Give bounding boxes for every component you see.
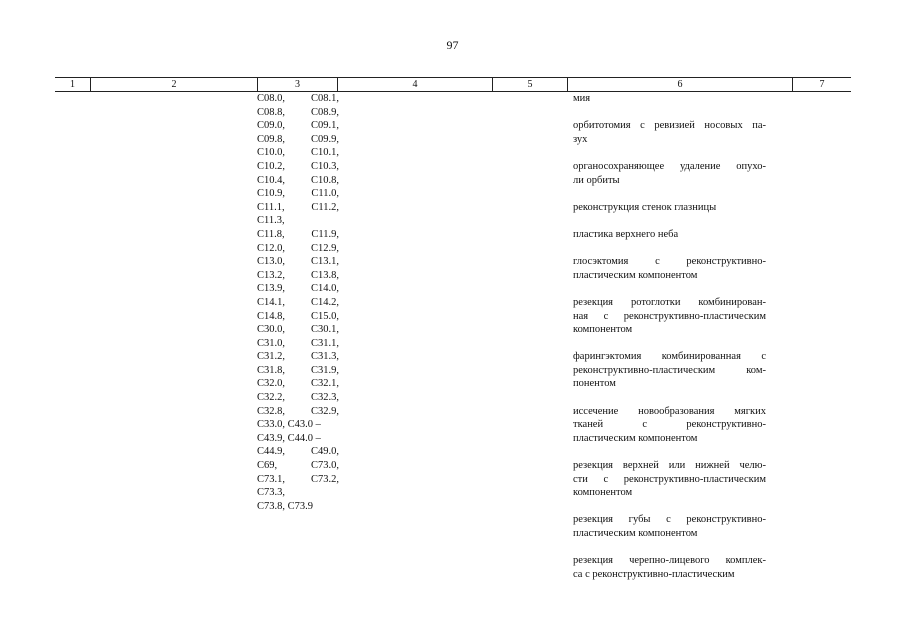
diagnosis-code-line: C09.0, C09.1,	[257, 120, 339, 132]
procedure-item	[573, 119, 766, 146]
diagnosis-code-line: C44.9, C49.0,	[257, 446, 339, 458]
diagnosis-code-line: C14.8, C15.0,	[257, 310, 339, 322]
procedure-item	[573, 228, 766, 242]
diagnosis-code-line: C31.8, C31.9,	[257, 364, 339, 376]
diagnosis-code-line: C31.2, C31.3,	[257, 351, 339, 363]
header-col-3: 3	[257, 78, 337, 91]
procedure-line: резекция черепно-лицевого комплек-	[573, 555, 766, 567]
diagnosis-code-line: C13.2, C13.8,	[257, 269, 339, 281]
procedure-item	[573, 92, 766, 106]
procedure-line: резекция ротоглотки комбинирован-	[573, 296, 766, 308]
procedure-line: органосохраняющее удаление опухо-	[573, 160, 766, 172]
procedure-line: пластика верхнего неба	[573, 228, 679, 240]
procedure-line: тканей с реконструктивно-	[573, 419, 766, 431]
procedure-item	[573, 405, 766, 446]
diagnosis-code-line: C12.0, C12.9,	[257, 242, 339, 254]
procedure-item	[573, 513, 766, 540]
diagnosis-code-line: C43.9, C44.0 –	[257, 432, 321, 444]
diagnosis-code-line: C14.1, C14.2,	[257, 296, 339, 308]
procedure-line: пластическим компонентом	[573, 528, 698, 539]
header-col-1: 1	[70, 79, 75, 90]
procedure-line: резекция верхней или нижней челю-	[573, 460, 766, 472]
diagnosis-code-line: C33.0, C43.0 –	[257, 419, 321, 431]
procedure-line: са с реконструктивно-пластическим	[573, 568, 735, 580]
page-number: 97	[446, 38, 459, 52]
diagnosis-codes-column	[257, 92, 339, 513]
diagnosis-code-line: C11.3,	[257, 215, 285, 227]
procedure-line: понентом	[573, 378, 616, 390]
procedure-line: мия	[573, 93, 591, 104]
diagnosis-code-line: C10.9, C11.0,	[257, 188, 339, 200]
diagnosis-code-line: C10.0, C10.1,	[257, 147, 339, 159]
procedure-line: компонентом	[573, 324, 633, 336]
procedure-line: глосэктомия с реконструктивно-	[573, 256, 766, 268]
procedure-item	[573, 459, 766, 500]
header-col-4: 4	[337, 78, 492, 91]
diagnosis-code-line: C08.8, C08.9,	[257, 106, 339, 118]
procedure-item	[573, 201, 766, 215]
procedure-line: иссечение новообразования мягких	[573, 405, 766, 417]
procedure-item	[573, 160, 766, 187]
diagnosis-code-line: C73.8, C73.9	[257, 500, 314, 512]
procedure-line: сти с реконструктивно-пластическим	[573, 473, 766, 485]
header-col-5: 5	[492, 78, 567, 91]
procedure-line: фарингэктомия комбинированная с	[573, 351, 766, 363]
procedure-line: пластическим компонентом	[573, 432, 698, 444]
diagnosis-code-line: C10.2, C10.3,	[257, 160, 339, 172]
diagnosis-code-line: C31.0, C31.1,	[257, 337, 339, 349]
procedure-line: реконструкция стенок глазницы	[573, 201, 717, 213]
procedure-line: реконструктивно-пластическим ком-	[573, 364, 766, 376]
procedure-line: зух	[573, 133, 588, 145]
diagnosis-code-line: C11.1, C11.2,	[257, 201, 339, 213]
header-col-2: 2	[90, 78, 257, 91]
header-col-6: 6	[567, 78, 792, 91]
diagnosis-code-line: C10.4, C10.8,	[257, 174, 339, 186]
diagnosis-code-line: C69, C73.0,	[257, 460, 339, 472]
procedure-line: пластическим компонентом	[573, 269, 698, 281]
diagnosis-code-line: C09.8, C09.9,	[257, 133, 339, 145]
diagnosis-code-line: C32.2, C32.3,	[257, 392, 339, 404]
procedures-column	[573, 92, 766, 595]
diagnosis-code-line: C73.3,	[257, 487, 286, 499]
procedure-item	[573, 255, 766, 282]
procedure-line: компонентом	[573, 487, 633, 499]
procedure-item	[573, 350, 766, 391]
diagnosis-code-line: C11.8, C11.9,	[257, 228, 339, 240]
procedure-item	[573, 296, 766, 337]
procedure-line: ная с реконструктивно-пластическим	[573, 310, 766, 322]
diagnosis-code-line: C08.0, C08.1,	[257, 93, 339, 104]
procedure-line: резекция губы с реконструктивно-	[573, 514, 766, 526]
diagnosis-code-line: C73.1, C73.2,	[257, 473, 339, 485]
procedure-item	[573, 554, 766, 581]
diagnosis-code-line: C32.8, C32.9,	[257, 405, 339, 417]
table-header-row	[55, 77, 851, 92]
diagnosis-code-line: C32.0, C32.1,	[257, 378, 339, 390]
procedure-line: ли орбиты	[573, 174, 620, 186]
diagnosis-code-line: C13.9, C14.0,	[257, 283, 339, 295]
diagnosis-code-line: C30.0, C30.1,	[257, 324, 339, 336]
header-col-7: 7	[792, 78, 851, 91]
procedure-line: орбитотомия с ревизией носовых па-	[573, 120, 766, 132]
diagnosis-code-line: C13.0, C13.1,	[257, 256, 339, 268]
